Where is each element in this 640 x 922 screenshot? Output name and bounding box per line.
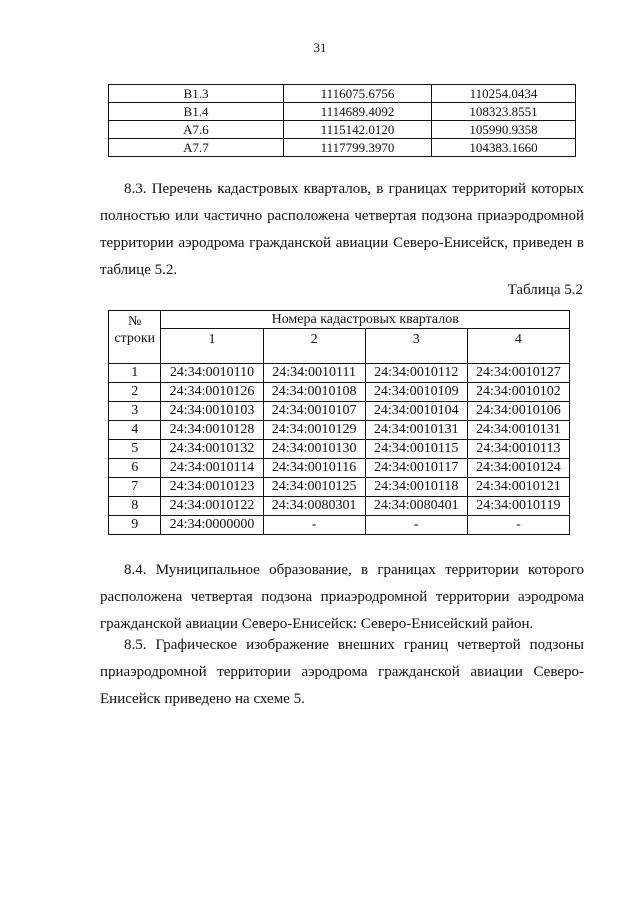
cadastral-number-cell: 24:34:0010107: [263, 402, 365, 421]
cadastral-number-cell: 24:34:0010109: [365, 383, 467, 402]
table-caption: Таблица 5.2: [507, 282, 583, 298]
row-number-cell: 4: [109, 421, 161, 440]
coordinates-cell: 1116075.6756: [283, 85, 431, 103]
coordinates-cell: 1115142.0120: [283, 121, 431, 139]
cadastral-row: [109, 383, 570, 402]
paragraph-8-4-text: 8.4. Муниципальное образование, в границах территории которого расположена четвертая подзона приаэродромной территории аэродрома гражданской авиации Северо-Енисейск: Северо-Енисейский район.: [100, 562, 584, 632]
cadastral-row: [109, 402, 570, 421]
header-col-3: 3: [365, 329, 467, 364]
header-col-2: 2: [263, 329, 365, 364]
cadastral-number-cell: 24:34:0080401: [365, 497, 467, 516]
cadastral-number-cell: 24:34:0010129: [263, 421, 365, 440]
paragraph-8-3-text: 8.3. Перечень кадастровых кварталов, в границах территорий которых полностью или частично расположена четвертая подзона приаэродромной территории аэродрома гражданской авиации Северо-Енисейск, приведен в таблице 5.2.: [100, 181, 584, 278]
cadastral-row: [109, 459, 570, 478]
cadastral-number-cell: 24:34:0010102: [467, 383, 569, 402]
row-number-cell: 8: [109, 497, 161, 516]
cadastral-number-cell: 24:34:0010108: [263, 383, 365, 402]
coordinates-cell: 104383.1660: [431, 139, 575, 157]
cadastral-number-cell: -: [263, 516, 365, 535]
cadastral-number-cell: 24:34:0010132: [161, 440, 263, 459]
cadastral-number-cell: 24:34:0010125: [263, 478, 365, 497]
coordinates-row: [109, 121, 576, 139]
cadastral-number-cell: 24:34:0010130: [263, 440, 365, 459]
coordinates-cell: А7.7: [109, 139, 284, 157]
cadastral-number-cell: 24:34:0010119: [467, 497, 569, 516]
cadastral-number-cell: 24:34:0010117: [365, 459, 467, 478]
coordinates-cell: 1117799.3970: [283, 139, 431, 157]
row-number-cell: 6: [109, 459, 161, 478]
cadastral-row: [109, 478, 570, 497]
coordinates-cell: А7.6: [109, 121, 284, 139]
row-number-cell: 7: [109, 478, 161, 497]
header-col-1: 1: [161, 329, 263, 364]
cadastral-number-cell: 24:34:0010104: [365, 402, 467, 421]
cadastral-number-cell: 24:34:0010113: [467, 440, 569, 459]
cadastral-number-cell: 24:34:0010131: [467, 421, 569, 440]
cadastral-row: [109, 364, 570, 383]
cadastral-number-cell: 24:34:0010121: [467, 478, 569, 497]
cadastral-number-cell: 24:34:0010114: [161, 459, 263, 478]
row-number-cell: 3: [109, 402, 161, 421]
cadastral-number-cell: 24:34:0010112: [365, 364, 467, 383]
paragraph-8-3: [100, 176, 584, 284]
cadastral-number-cell: 24:34:0010115: [365, 440, 467, 459]
cadastral-number-cell: 24:34:0010131: [365, 421, 467, 440]
cadastral-number-cell: 24:34:0010106: [467, 402, 569, 421]
cadastral-number-cell: 24:34:0010103: [161, 402, 263, 421]
header-col-4: 4: [467, 329, 569, 364]
coordinates-row: [109, 139, 576, 157]
cadastral-number-cell: 24:34:0010111: [263, 364, 365, 383]
cadastral-number-cell: 24:34:0010124: [467, 459, 569, 478]
row-number-cell: 2: [109, 383, 161, 402]
cadastral-number-cell: -: [467, 516, 569, 535]
row-number-cell: 1: [109, 364, 161, 383]
header-row-number: № строки: [109, 311, 161, 364]
cadastral-row: [109, 497, 570, 516]
paragraph-8-4: [100, 557, 584, 638]
cadastral-quarters-table: [108, 310, 570, 535]
coordinates-cell: 108323.8551: [431, 103, 575, 121]
cadastral-number-cell: 24:34:0010118: [365, 478, 467, 497]
cadastral-number-cell: 24:34:0080301: [263, 497, 365, 516]
coordinates-table: [108, 84, 576, 157]
cadastral-number-cell: -: [365, 516, 467, 535]
cadastral-number-cell: 24:34:0010126: [161, 383, 263, 402]
paragraph-8-5: [100, 632, 584, 713]
coordinates-row: [109, 103, 576, 121]
cadastral-row: [109, 421, 570, 440]
coordinates-row: [109, 85, 576, 103]
paragraph-8-5-text: 8.5. Графическое изображение внешних границ четвертой подзоны приаэродромной территории аэродрома гражданской авиации Северо-Енисейск приведено на схеме 5.: [100, 637, 584, 707]
header-cadastral-numbers: Номера кадастровых кварталов: [161, 311, 570, 329]
cadastral-number-cell: 24:34:0010123: [161, 478, 263, 497]
row-number-cell: 9: [109, 516, 161, 535]
cadastral-number-cell: 24:34:0000000: [161, 516, 263, 535]
coordinates-cell: В1.4: [109, 103, 284, 121]
cadastral-number-cell: 24:34:0010128: [161, 421, 263, 440]
coordinates-cell: 1114689.4092: [283, 103, 431, 121]
cadastral-row: [109, 516, 570, 535]
page-number: 31: [313, 40, 327, 55]
cadastral-row: [109, 440, 570, 459]
coordinates-cell: 105990.9358: [431, 121, 575, 139]
row-number-cell: 5: [109, 440, 161, 459]
cadastral-number-cell: 24:34:0010122: [161, 497, 263, 516]
cadastral-number-cell: 24:34:0010110: [161, 364, 263, 383]
coordinates-cell: В1.3: [109, 85, 284, 103]
coordinates-cell: 110254.0434: [431, 85, 575, 103]
cadastral-number-cell: 24:34:0010116: [263, 459, 365, 478]
cadastral-number-cell: 24:34:0010127: [467, 364, 569, 383]
